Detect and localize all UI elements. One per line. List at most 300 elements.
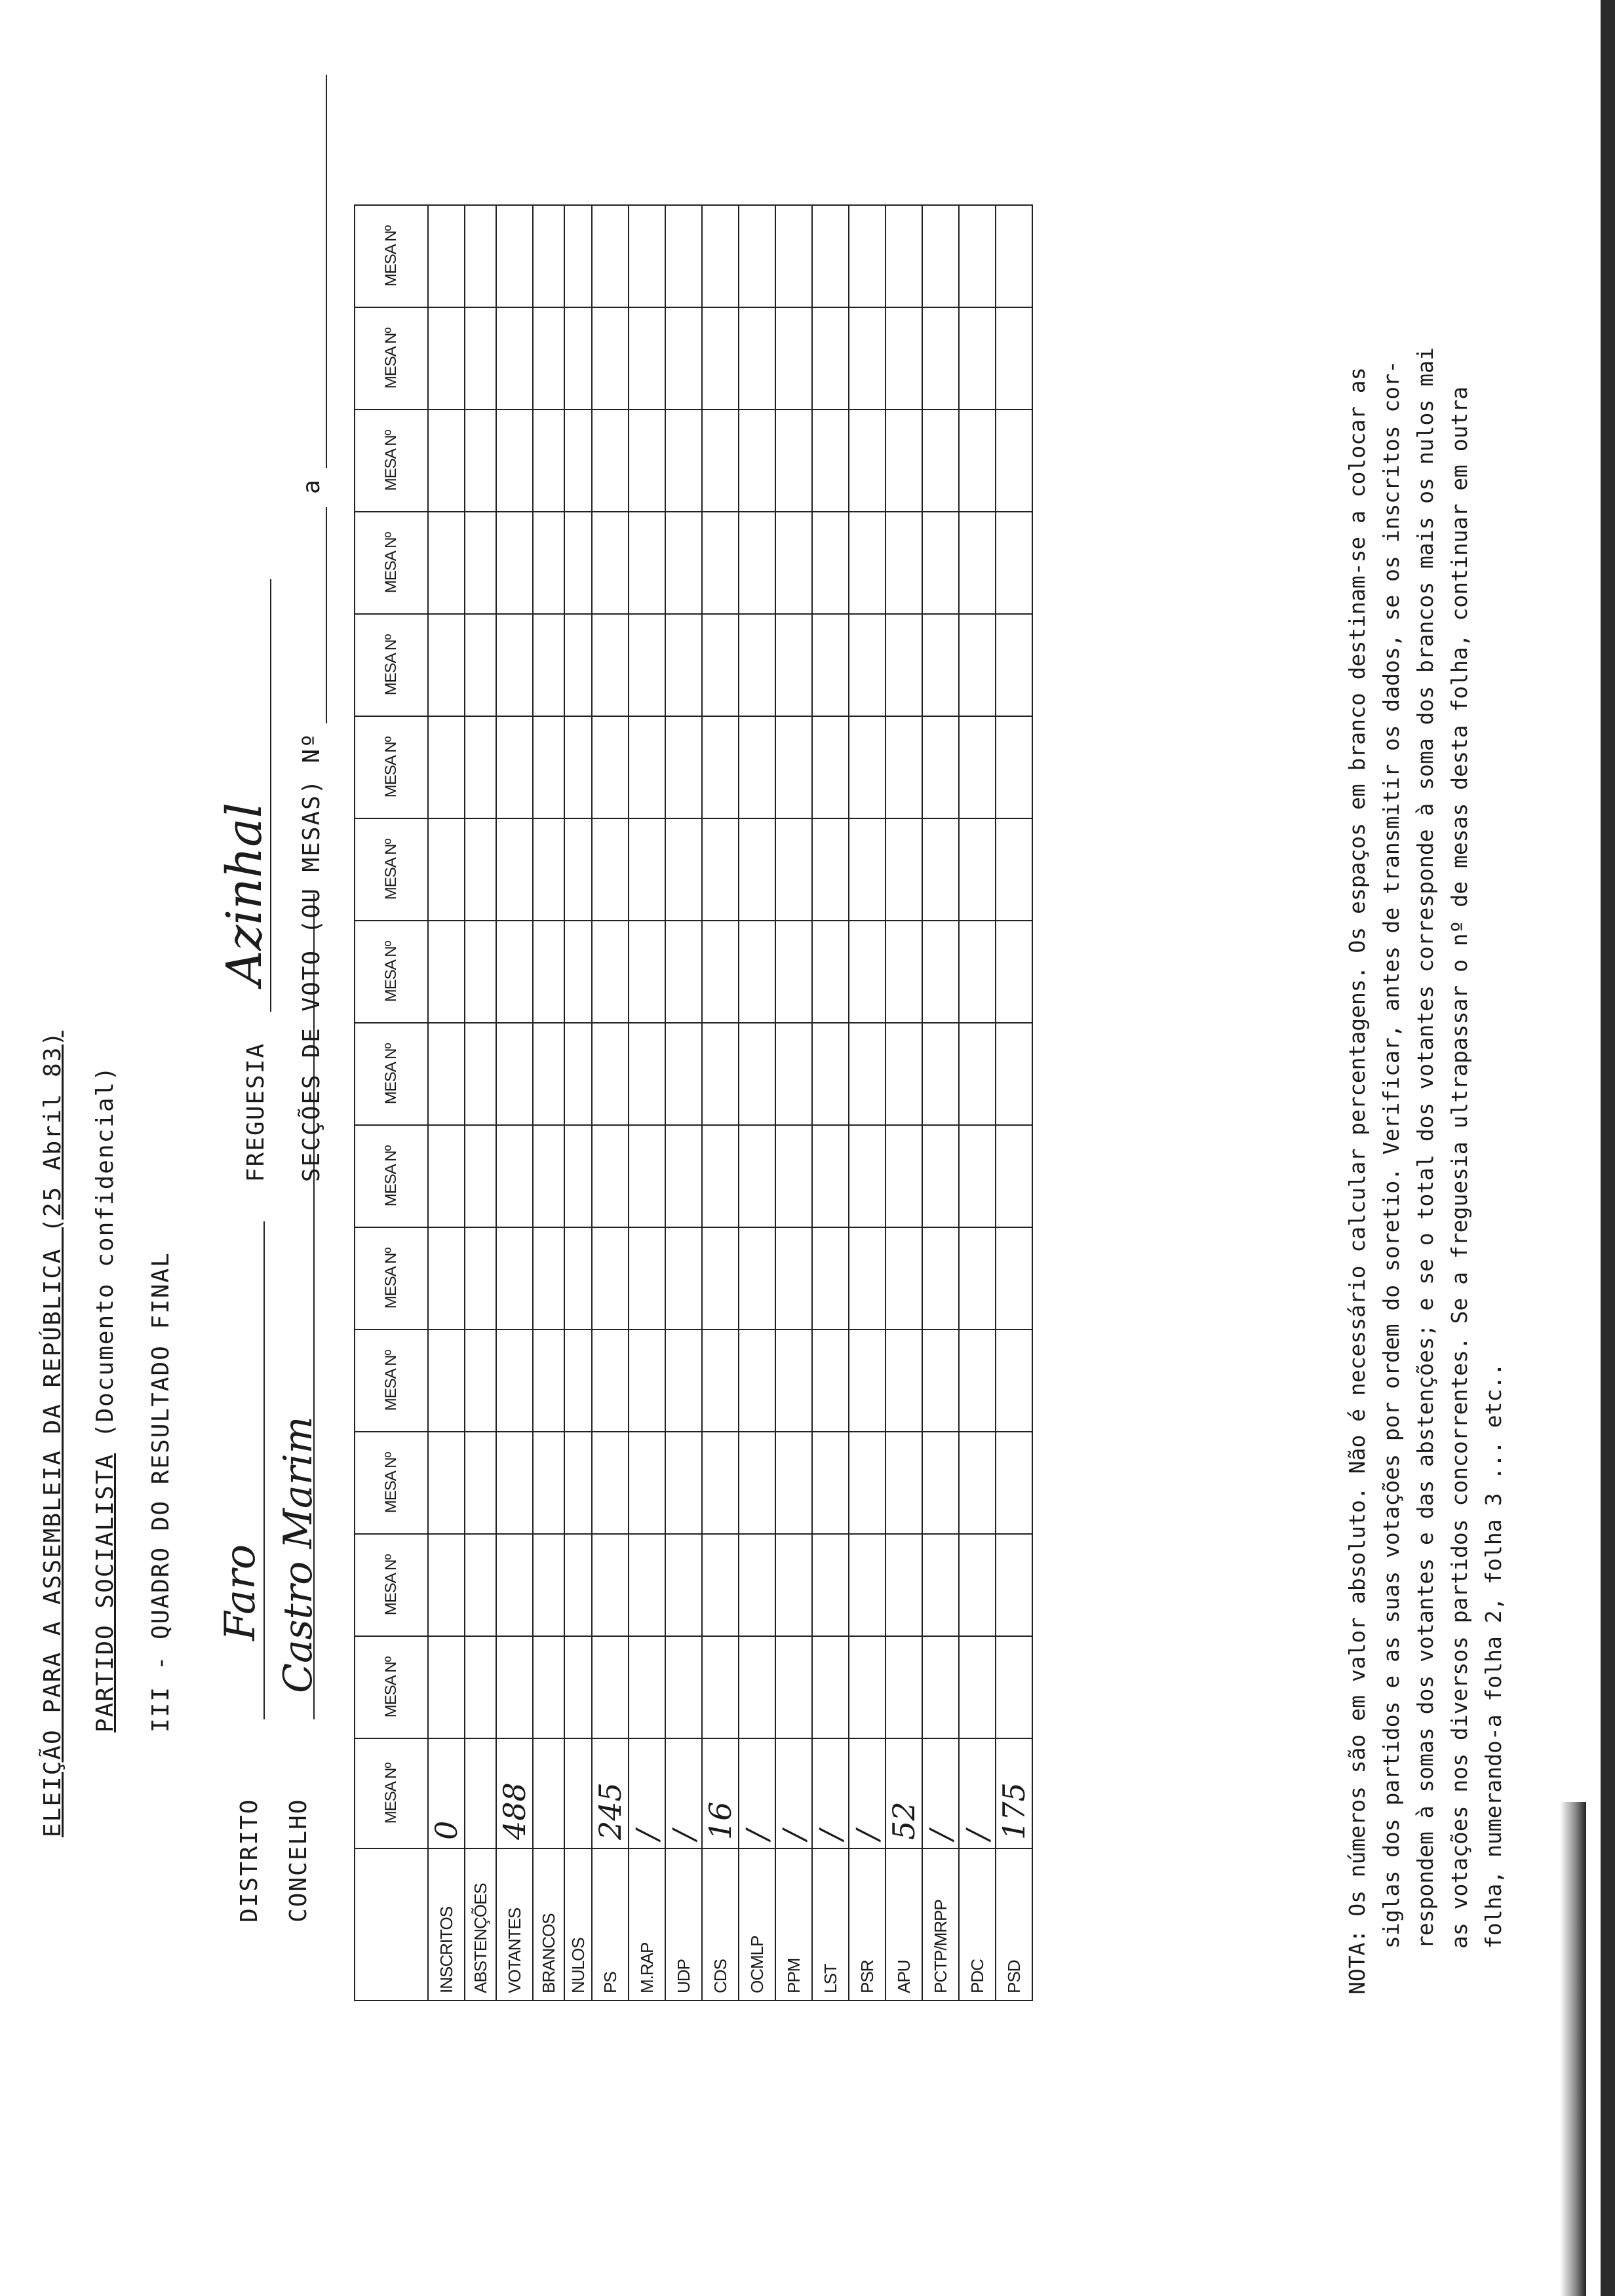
empty-cell — [996, 1432, 1032, 1534]
mesa-value: 0 — [428, 1738, 465, 1848]
empty-cell — [465, 307, 496, 410]
distrito-label: DISTRITO — [236, 1798, 263, 1923]
empty-cell — [592, 512, 629, 614]
empty-cell — [428, 410, 465, 512]
mesa-value: 52 — [885, 1738, 922, 1848]
empty-cell — [849, 614, 885, 716]
empty-cell — [849, 512, 885, 614]
empty-cell — [775, 512, 812, 614]
mesa-header: MESA Nº — [355, 716, 428, 818]
empty-cell — [849, 410, 885, 512]
empty-cell — [959, 205, 996, 307]
table-row — [428, 205, 465, 2000]
empty-cell — [702, 307, 739, 410]
empty-cell — [428, 512, 465, 614]
mesa-value: / — [665, 1738, 702, 1848]
distrito-value: Faro — [216, 1544, 265, 1641]
empty-cell — [496, 1330, 533, 1432]
empty-cell — [849, 1432, 885, 1534]
seccoes-to-line — [326, 75, 327, 468]
table-row — [885, 205, 922, 2000]
empty-cell — [739, 1023, 775, 1125]
empty-cell — [592, 1023, 629, 1125]
empty-cell — [959, 307, 996, 410]
empty-cell — [959, 921, 996, 1023]
empty-cell — [665, 307, 702, 410]
section-title: III - QUADRO DO RESULTADO FINAL — [147, 1252, 174, 1732]
empty-cell — [702, 1125, 739, 1227]
empty-cell — [849, 1636, 885, 1738]
empty-cell — [885, 205, 922, 307]
empty-cell — [812, 716, 849, 818]
empty-cell — [465, 1330, 496, 1432]
row-label: OCMLP — [739, 1848, 775, 2000]
mesa-header: MESA Nº — [355, 1432, 428, 1534]
empty-cell — [465, 1125, 496, 1227]
empty-cell — [428, 205, 465, 307]
empty-cell — [465, 410, 496, 512]
empty-cell — [885, 307, 922, 410]
seccoes-label: SECÇÕES DE VOTO (OU MESAS) Nº — [298, 732, 325, 1182]
freguesia-label: FREGUESIA — [243, 1042, 269, 1182]
empty-cell — [629, 307, 665, 410]
empty-cell — [533, 307, 564, 410]
empty-cell — [428, 1534, 465, 1636]
empty-cell — [885, 1330, 922, 1432]
mesa-header: MESA Nº — [355, 1534, 428, 1636]
empty-cell — [922, 1125, 959, 1227]
empty-cell — [533, 1227, 564, 1330]
empty-cell — [564, 921, 592, 1023]
mesa-header: MESA Nº — [355, 1227, 428, 1330]
empty-cell — [428, 716, 465, 818]
seccoes-from-line — [326, 507, 327, 723]
empty-cell — [629, 1534, 665, 1636]
empty-cell — [564, 410, 592, 512]
mesa-value: 175 — [996, 1738, 1032, 1848]
empty-cell — [592, 410, 629, 512]
empty-cell — [739, 1432, 775, 1534]
nota-block — [1340, 29, 1511, 1995]
empty-cell — [702, 205, 739, 307]
empty-cell — [959, 1432, 996, 1534]
mesa-value: / — [775, 1738, 812, 1848]
empty-cell — [533, 716, 564, 818]
empty-cell — [465, 1534, 496, 1636]
empty-cell — [959, 818, 996, 921]
empty-cell — [428, 1125, 465, 1227]
empty-cell — [665, 1023, 702, 1125]
empty-cell — [739, 410, 775, 512]
empty-cell — [665, 1432, 702, 1534]
empty-cell — [496, 1534, 533, 1636]
empty-cell — [739, 614, 775, 716]
empty-cell — [959, 1534, 996, 1636]
empty-cell — [922, 512, 959, 614]
empty-cell — [959, 1330, 996, 1432]
table-header-row — [355, 205, 428, 2000]
empty-cell — [739, 1227, 775, 1330]
table-row — [775, 205, 812, 2000]
empty-cell — [849, 205, 885, 307]
empty-cell — [922, 205, 959, 307]
empty-cell — [533, 818, 564, 921]
empty-cell — [665, 1534, 702, 1636]
table-row — [496, 205, 533, 2000]
empty-cell — [812, 512, 849, 614]
mesa-header: MESA Nº — [355, 410, 428, 512]
empty-cell — [665, 205, 702, 307]
empty-cell — [533, 921, 564, 1023]
empty-cell — [428, 921, 465, 1023]
empty-cell — [702, 1636, 739, 1738]
empty-cell — [702, 1432, 739, 1534]
empty-cell — [564, 1330, 592, 1432]
empty-cell — [739, 1636, 775, 1738]
empty-cell — [629, 716, 665, 818]
empty-cell — [665, 614, 702, 716]
empty-cell — [496, 1125, 533, 1227]
empty-cell — [428, 307, 465, 410]
empty-cell — [629, 921, 665, 1023]
empty-cell — [629, 205, 665, 307]
empty-cell — [775, 205, 812, 307]
mesa-header: MESA Nº — [355, 818, 428, 921]
row-label: M.RAP — [629, 1848, 665, 2000]
empty-cell — [533, 1432, 564, 1534]
nota-line: folha, numerando-a folha 2, folha 3 ... etc.. — [1481, 1362, 1506, 1949]
empty-cell — [812, 1636, 849, 1738]
empty-cell — [996, 205, 1032, 307]
empty-cell — [996, 1125, 1032, 1227]
results-table — [354, 204, 1033, 2001]
empty-cell — [496, 1432, 533, 1534]
empty-cell — [592, 205, 629, 307]
empty-cell — [885, 512, 922, 614]
row-label: LST — [812, 1848, 849, 2000]
empty-cell — [592, 1227, 629, 1330]
empty-cell — [996, 1330, 1032, 1432]
empty-cell — [428, 1432, 465, 1534]
mesa-header: MESA Nº — [355, 512, 428, 614]
empty-cell — [496, 716, 533, 818]
empty-cell — [564, 818, 592, 921]
empty-cell — [739, 307, 775, 410]
empty-cell — [428, 818, 465, 921]
mesa-value: / — [812, 1738, 849, 1848]
nota-line: siglas dos partidos e as suas votações por ordem do soretio. Verificar, antes de transmitir os dados, se os inscritos cor- — [1378, 360, 1404, 1949]
table-row — [592, 205, 629, 2000]
empty-cell — [564, 1432, 592, 1534]
empty-cell — [629, 1432, 665, 1534]
empty-cell — [564, 716, 592, 818]
empty-cell — [665, 1636, 702, 1738]
empty-cell — [996, 512, 1032, 614]
empty-cell — [702, 1330, 739, 1432]
empty-cell — [922, 410, 959, 512]
empty-cell — [533, 1125, 564, 1227]
row-label: APU — [885, 1848, 922, 2000]
empty-cell — [496, 1227, 533, 1330]
empty-cell — [849, 1023, 885, 1125]
empty-cell — [812, 205, 849, 307]
empty-cell — [465, 205, 496, 307]
empty-cell — [702, 1534, 739, 1636]
empty-cell — [775, 1125, 812, 1227]
empty-cell — [428, 614, 465, 716]
empty-cell — [885, 1636, 922, 1738]
empty-cell — [592, 1432, 629, 1534]
confidential-note: (Documento confidencial) — [92, 1065, 119, 1438]
empty-cell — [629, 1330, 665, 1432]
row-label: PCTP/MRPP — [922, 1848, 959, 2000]
row-label: UDP — [665, 1848, 702, 2000]
mesa-value — [533, 1738, 564, 1848]
empty-cell — [533, 1534, 564, 1636]
empty-cell — [775, 818, 812, 921]
empty-cell — [812, 410, 849, 512]
empty-cell — [775, 716, 812, 818]
empty-cell — [739, 716, 775, 818]
empty-cell — [849, 818, 885, 921]
empty-cell — [592, 307, 629, 410]
mesa-header: MESA Nº — [355, 1023, 428, 1125]
empty-cell — [564, 1636, 592, 1738]
table-row — [564, 205, 592, 2000]
empty-cell — [812, 921, 849, 1023]
empty-cell — [533, 1023, 564, 1125]
empty-cell — [885, 716, 922, 818]
empty-cell — [465, 1636, 496, 1738]
empty-cell — [996, 818, 1032, 921]
empty-cell — [849, 1330, 885, 1432]
empty-cell — [775, 1330, 812, 1432]
empty-cell — [849, 1534, 885, 1636]
empty-cell — [496, 512, 533, 614]
empty-cell — [629, 1125, 665, 1227]
mesa-header: MESA Nº — [355, 1636, 428, 1738]
empty-cell — [592, 1125, 629, 1227]
distrito-line — [263, 1221, 265, 1719]
mesa-header: MESA Nº — [355, 205, 428, 307]
row-label: BRANCOS — [533, 1848, 564, 2000]
empty-cell — [775, 1636, 812, 1738]
empty-cell — [885, 921, 922, 1023]
empty-cell — [496, 818, 533, 921]
empty-cell — [775, 614, 812, 716]
row-label: VOTANTES — [496, 1848, 533, 2000]
empty-cell — [533, 512, 564, 614]
mesa-header: MESA Nº — [355, 307, 428, 410]
empty-cell — [739, 921, 775, 1023]
empty-cell — [533, 205, 564, 307]
empty-cell — [996, 614, 1032, 716]
mesa-value: 488 — [496, 1738, 533, 1848]
empty-cell — [922, 1330, 959, 1432]
empty-cell — [592, 1330, 629, 1432]
empty-cell — [465, 1023, 496, 1125]
empty-cell — [775, 1023, 812, 1125]
table-row — [465, 205, 496, 2000]
empty-cell — [812, 1227, 849, 1330]
row-label: PS — [592, 1848, 629, 2000]
form-title: ELEIÇÃO PARA A ASSEMBLEIA DA REPÚBLICA (25 Abril 83) — [39, 1030, 66, 1837]
empty-cell — [849, 1125, 885, 1227]
empty-cell — [996, 410, 1032, 512]
empty-cell — [959, 1023, 996, 1125]
empty-cell — [592, 614, 629, 716]
table-row — [665, 205, 702, 2000]
empty-cell — [702, 818, 739, 921]
empty-cell — [959, 716, 996, 818]
empty-cell — [629, 818, 665, 921]
empty-cell — [428, 1636, 465, 1738]
empty-cell — [812, 1023, 849, 1125]
row-label: PPM — [775, 1848, 812, 2000]
empty-cell — [812, 818, 849, 921]
nota-line: as votações nos diversos partidos concorrentes. Se a freguesia ultrapassar o nº de mesas desta folha, continuar em outra — [1447, 386, 1472, 1949]
empty-cell — [496, 205, 533, 307]
empty-cell — [665, 1227, 702, 1330]
empty-cell — [564, 1534, 592, 1636]
empty-cell — [428, 1330, 465, 1432]
row-label: CDS — [702, 1848, 739, 2000]
empty-cell — [665, 716, 702, 818]
empty-cell — [564, 1227, 592, 1330]
empty-cell — [739, 1125, 775, 1227]
empty-cell — [629, 410, 665, 512]
empty-cell — [812, 614, 849, 716]
empty-cell — [592, 818, 629, 921]
table-row — [812, 205, 849, 2000]
empty-cell — [775, 307, 812, 410]
empty-cell — [702, 614, 739, 716]
empty-cell — [592, 921, 629, 1023]
empty-cell — [959, 512, 996, 614]
empty-cell — [564, 205, 592, 307]
empty-cell — [665, 512, 702, 614]
empty-cell — [564, 307, 592, 410]
mesa-header: MESA Nº — [355, 1738, 428, 1848]
empty-cell — [533, 614, 564, 716]
mesa-header: MESA Nº — [355, 1330, 428, 1432]
empty-cell — [739, 1534, 775, 1636]
empty-cell — [702, 410, 739, 512]
empty-cell — [564, 512, 592, 614]
row-label: PDC — [959, 1848, 996, 2000]
empty-cell — [922, 614, 959, 716]
empty-cell — [629, 512, 665, 614]
empty-cell — [629, 614, 665, 716]
empty-cell — [496, 614, 533, 716]
empty-cell — [996, 1227, 1032, 1330]
party-line — [92, 1065, 119, 1732]
empty-cell — [996, 1636, 1032, 1738]
table-row — [629, 205, 665, 2000]
empty-cell — [465, 512, 496, 614]
empty-cell — [702, 1023, 739, 1125]
empty-cell — [564, 1023, 592, 1125]
mesa-value: / — [739, 1738, 775, 1848]
empty-cell — [428, 1227, 465, 1330]
concelho-value: Castro Marim — [275, 1416, 321, 1693]
mesa-header: MESA Nº — [355, 921, 428, 1023]
empty-cell — [702, 512, 739, 614]
empty-cell — [885, 410, 922, 512]
empty-cell — [885, 1023, 922, 1125]
empty-cell — [702, 921, 739, 1023]
empty-cell — [775, 1432, 812, 1534]
empty-cell — [533, 410, 564, 512]
empty-cell — [428, 1023, 465, 1125]
empty-cell — [775, 1227, 812, 1330]
empty-cell — [922, 1227, 959, 1330]
empty-cell — [996, 307, 1032, 410]
empty-cell — [996, 716, 1032, 818]
empty-cell — [465, 716, 496, 818]
empty-cell — [849, 716, 885, 818]
empty-cell — [702, 716, 739, 818]
row-label: NULOS — [564, 1848, 592, 2000]
mesa-value: 16 — [702, 1738, 739, 1848]
empty-cell — [922, 1534, 959, 1636]
empty-cell — [885, 1432, 922, 1534]
empty-cell — [849, 921, 885, 1023]
row-label: INSCRITOS — [428, 1848, 465, 2000]
empty-cell — [665, 921, 702, 1023]
freguesia-value: Azinhal — [216, 802, 273, 985]
empty-cell — [739, 205, 775, 307]
empty-cell — [665, 1330, 702, 1432]
empty-cell — [533, 1636, 564, 1738]
empty-cell — [885, 1534, 922, 1636]
empty-cell — [922, 921, 959, 1023]
empty-cell — [885, 818, 922, 921]
empty-cell — [885, 1227, 922, 1330]
empty-cell — [812, 1125, 849, 1227]
row-label: ABSTENÇÕES — [465, 1848, 496, 2000]
mesa-value — [465, 1738, 496, 1848]
nota-line: respondem à somas dos votantes e das abstenções; e se o total dos votantes corresponde à soma dos brancos mais os nulos mai — [1412, 347, 1438, 1949]
empty-cell — [775, 1534, 812, 1636]
table-row — [739, 205, 775, 2000]
empty-cell — [629, 1227, 665, 1330]
empty-cell — [533, 1330, 564, 1432]
empty-cell — [739, 512, 775, 614]
mesa-value: 245 — [592, 1738, 629, 1848]
empty-cell — [885, 614, 922, 716]
empty-cell — [665, 410, 702, 512]
row-label: PSD — [996, 1848, 1032, 2000]
empty-cell — [885, 1125, 922, 1227]
empty-cell — [496, 410, 533, 512]
table-row — [996, 205, 1032, 2000]
empty-cell — [812, 1330, 849, 1432]
empty-cell — [496, 1636, 533, 1738]
empty-cell — [564, 614, 592, 716]
empty-cell — [702, 1227, 739, 1330]
empty-cell — [812, 1432, 849, 1534]
empty-cell — [922, 1432, 959, 1534]
empty-cell — [996, 1534, 1032, 1636]
empty-cell — [922, 1636, 959, 1738]
empty-cell — [996, 921, 1032, 1023]
empty-cell — [496, 921, 533, 1023]
empty-cell — [465, 818, 496, 921]
empty-cell — [592, 716, 629, 818]
empty-cell — [629, 1023, 665, 1125]
empty-cell — [812, 1534, 849, 1636]
